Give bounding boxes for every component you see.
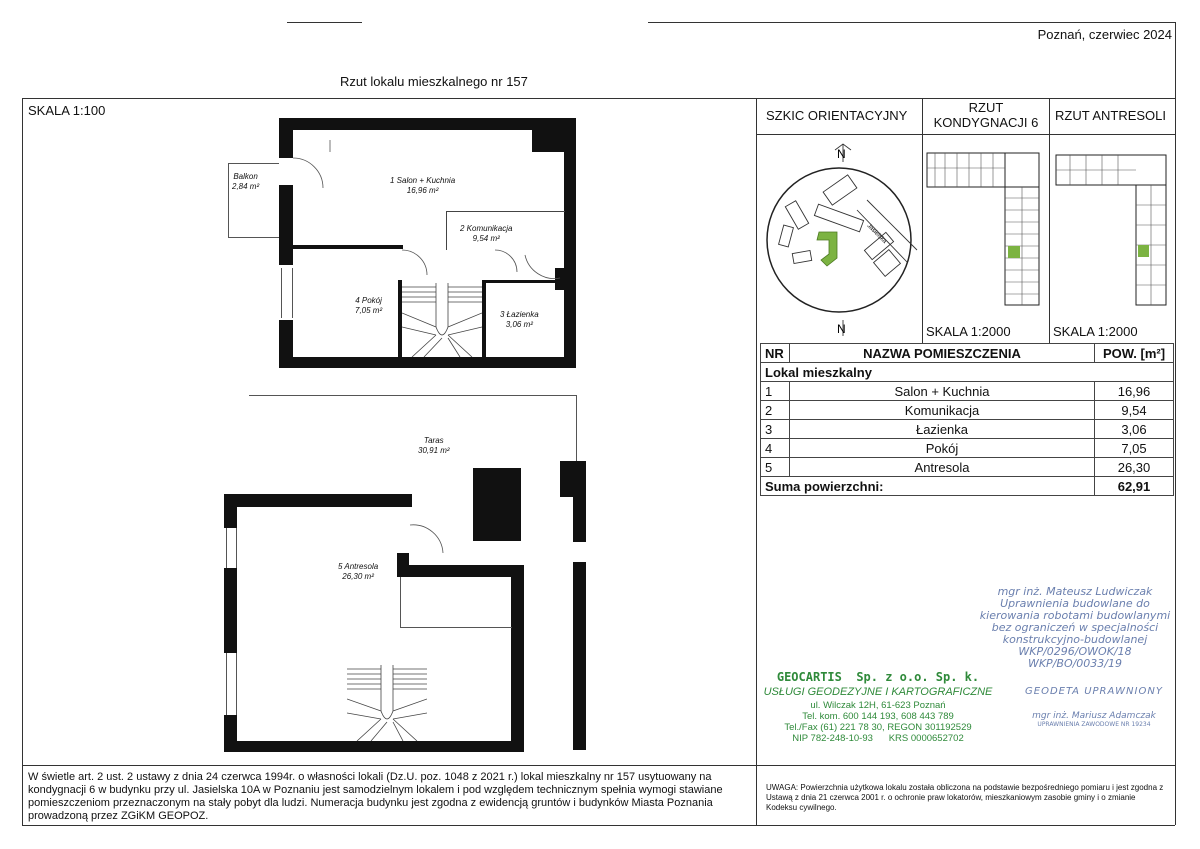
highlighted-building <box>817 232 837 266</box>
company-stamp <box>758 670 998 744</box>
taras-name: Taras <box>423 436 444 445</box>
terrace-wall-right-1 <box>573 497 586 542</box>
row-area: 7,05 <box>1095 439 1174 458</box>
footer-divider <box>756 765 757 825</box>
left-border <box>22 98 23 825</box>
chimney-block <box>473 468 521 541</box>
stamp-line: mgr inż. Mateusz Ludwiczak <box>997 585 1153 598</box>
mezz-scale: SKALA 1:2000 <box>1053 324 1138 339</box>
terrace-wall-right-2 <box>573 562 586 750</box>
sketch-title: SZKIC ORIENTACYJNY <box>766 108 908 123</box>
row-area: 9,54 <box>1095 401 1174 420</box>
lazienka-name: 3 Łazienka <box>500 310 539 319</box>
mezz-title: RZUT ANTRESOLI <box>1055 108 1167 123</box>
room-label-komunikacja <box>460 224 512 244</box>
col-nr: NR <box>761 344 790 363</box>
surveyor-title: GEODETA UPRAWNIONY <box>1025 686 1163 697</box>
row-name: Komunikacja <box>790 401 1095 420</box>
lazienka-area: 3,06 m² <box>505 320 533 329</box>
pokoj-area: 7,05 m² <box>355 306 383 315</box>
company-line: NIP 782-248-10-93 KRS 0000652702 <box>792 733 964 744</box>
stairs-upper <box>402 283 482 357</box>
stamp-line: konstrukcyjno-budowlanej <box>1002 633 1148 646</box>
stamp-line: kierowania robotami budowlanymi <box>979 609 1171 622</box>
door-arc-lower <box>405 520 455 560</box>
taras-area: 30,91 m² <box>418 446 450 455</box>
mezz-window-1 <box>226 528 237 568</box>
row-nr: 1 <box>761 382 790 401</box>
mezz-highlight <box>1138 245 1149 257</box>
room-label-antresola <box>338 562 378 582</box>
stamp-line: bez ograniczeń w specjalności <box>991 621 1159 634</box>
row-nr: 5 <box>761 458 790 477</box>
rooms-table <box>760 343 1174 496</box>
section-row <box>761 363 1174 382</box>
table-row <box>761 382 1174 401</box>
balkon-name: Balkon <box>233 172 258 181</box>
floor-highlight <box>1008 246 1020 258</box>
surveyor-license: UPRAWNIENIA ZAWODOWE NR 19234 <box>1037 721 1151 728</box>
row-nr: 3 <box>761 420 790 439</box>
mezz-window-2 <box>226 653 237 715</box>
engineer-stamp <box>975 586 1175 670</box>
col-name: NAZWA POMIESZCZENIA <box>790 344 1095 363</box>
top-rule-left <box>287 22 362 23</box>
wall-top <box>279 118 576 130</box>
sum-row <box>761 477 1174 496</box>
terrace-pillar <box>560 461 586 497</box>
room-label-taras <box>418 436 450 456</box>
section-label: Lokal mieszkalny <box>761 363 1174 382</box>
antresola-name: 5 Antresola <box>338 562 379 571</box>
stairs-lower <box>347 665 427 741</box>
place-date: Poznań, czerwiec 2024 <box>1037 27 1172 42</box>
floor-title: RZUT KONDYGNACJI 6 <box>933 100 1039 130</box>
north-bottom: N <box>837 322 846 336</box>
footer-rule <box>22 765 1175 766</box>
mezz-wall-step-h <box>397 565 524 577</box>
company-services: USŁUGI GEODEZYJNE I KARTOGRAFICZNE <box>763 686 993 698</box>
mezz-wall-top <box>224 494 412 507</box>
balkon-area: 2,84 m² <box>232 182 260 191</box>
floor-thumbnail <box>925 148 1047 310</box>
row-area: 3,06 <box>1095 420 1174 439</box>
sum-label: Suma powierzchni: <box>761 477 1095 496</box>
salon-name: 1 Salon + Kuchnia <box>390 176 456 185</box>
floor-scale: SKALA 1:2000 <box>926 324 1011 339</box>
bottom-rule <box>22 825 1175 826</box>
table-row <box>761 420 1174 439</box>
partition-v-lazienka <box>482 280 486 357</box>
antresola-area: 26,30 m² <box>342 572 374 581</box>
area-note: UWAGA: Powierzchnia użytkowa lokalu została obliczona na podstawie bezpośredniego pomiaru i jest zgodna z Ustawą z dnia 21 czerwca 2001 r. o ochronie praw lokatorów, mieszkaniowym zasobie gminy i o zmianie Kodeksu cywilnego. <box>766 783 1164 812</box>
header-rule <box>22 98 1175 99</box>
row-nr: 4 <box>761 439 790 458</box>
company-name: GEOCARTIS Sp. z o.o. Sp. k. <box>776 670 980 684</box>
top-rule-right <box>648 22 1175 23</box>
table-row <box>761 401 1174 420</box>
room-label-lazienka <box>500 310 539 330</box>
company-line: Tel./Fax (61) 221 78 30, REGON 301192529 <box>784 722 972 733</box>
company-line: ul. Wilczak 12H, 61-623 Poznań <box>810 700 946 711</box>
table-row <box>761 439 1174 458</box>
company-line: Tel. kom. 600 144 193, 608 443 789 <box>802 711 954 722</box>
mezz-wall-left-1 <box>224 494 237 528</box>
row-name: Pokój <box>790 439 1095 458</box>
orientation-map <box>757 140 921 340</box>
row-name: Salon + Kuchnia <box>790 382 1095 401</box>
north-top: N <box>837 147 846 161</box>
page-title: Rzut lokalu mieszkalnego nr 157 <box>340 74 528 89</box>
room-label-pokoj <box>355 296 382 316</box>
room-label-salon <box>390 176 455 196</box>
mezz-thumbnail <box>1052 150 1174 312</box>
row-area: 26,30 <box>1095 458 1174 477</box>
room-label-balkon <box>232 172 259 192</box>
row-name: Łazienka <box>790 420 1095 439</box>
surveyor-stamp <box>1012 686 1176 728</box>
sum-value: 62,91 <box>1095 477 1174 496</box>
mezz-wall-bottom <box>224 741 524 752</box>
scale-label: SKALA 1:100 <box>28 103 106 118</box>
mezz-wall-left-2 <box>224 568 237 653</box>
row-name: Antresola <box>790 458 1095 477</box>
komunikacja-area: 9,54 m² <box>472 234 500 243</box>
stamp-line: Uprawnienia budowlane do <box>1000 597 1150 610</box>
row-area: 16,96 <box>1095 382 1174 401</box>
mezz-wall-right <box>511 565 524 752</box>
street-name: Jasielska <box>865 223 888 245</box>
pokoj-name: 4 Pokój <box>355 296 382 305</box>
salon-area: 16,96 m² <box>406 186 439 195</box>
komunikacja-name: 2 Komunikacja <box>460 224 513 233</box>
wall-bottom <box>279 357 576 368</box>
panel-header-rule <box>756 134 1175 135</box>
door-arcs-upper <box>270 130 570 290</box>
surveyor-name: mgr inż. Mariusz Adamczak <box>1032 711 1156 721</box>
stamp-line: WKP/0296/OWOK/18 <box>1018 645 1132 658</box>
table-header <box>761 344 1174 363</box>
table-row <box>761 458 1174 477</box>
row-nr: 2 <box>761 401 790 420</box>
legal-text: W świetle art. 2 ust. 2 ustawy z dnia 24 czerwca 1994r. o własności lokali (Dz.U. poz. 1048 z 2021 r.) lokal mieszkalny nr 157 usytuowany na kondygnacji 6 w budynku przy ul. Jasielska 10A w Poznaniu jest samodzielnym lokalem i pod względem technicznym spełnia wymogi stawiane pomieszczeniom przeznaczonym na stały pobyt dla ludzi. Numeracja budynku jest zgodna z ewidencją gruntów i budynków Miasta Poznania prowadzoną przez ZGiKM GEOPOZ. <box>28 771 723 822</box>
col-area: POW. [m²] <box>1095 344 1174 363</box>
mezz-void-outline <box>400 577 512 628</box>
terrace-outline <box>249 395 577 496</box>
stamp-line: WKP/BO/0033/19 <box>1027 657 1123 670</box>
